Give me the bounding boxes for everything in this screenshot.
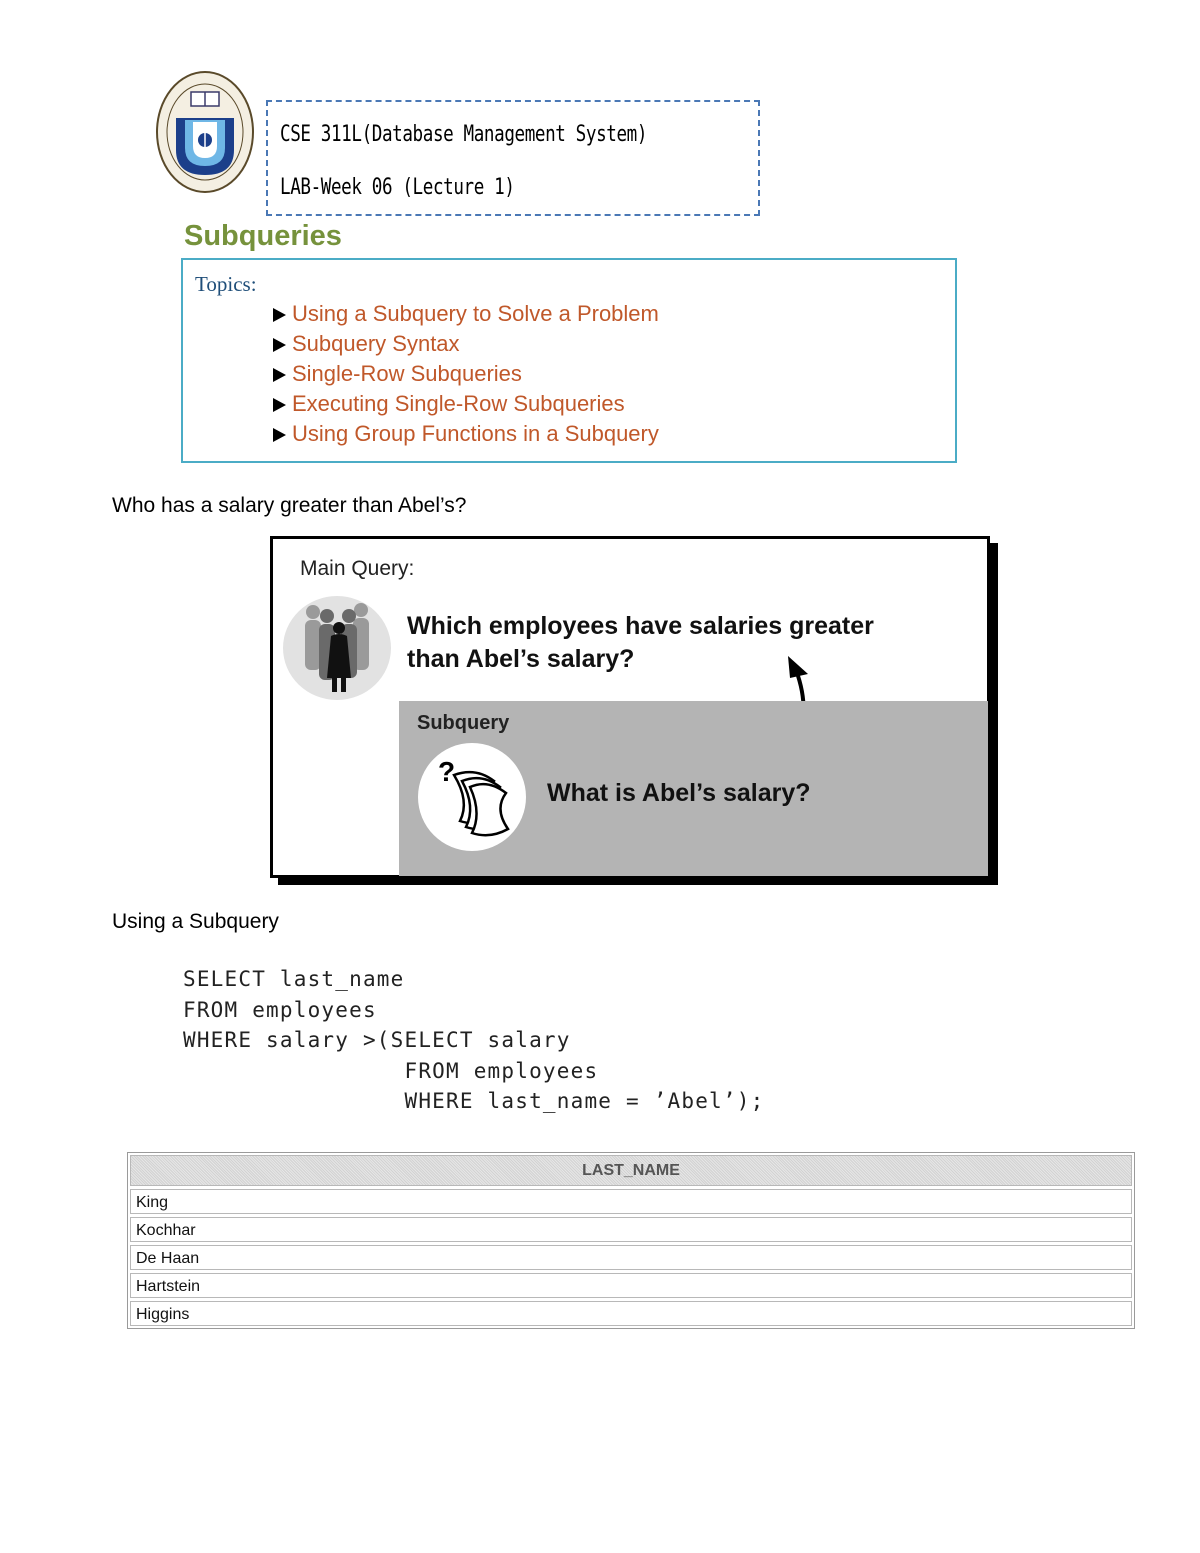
table-row: De Haan bbox=[130, 1245, 1132, 1270]
code-line: FROM employees bbox=[183, 1058, 599, 1083]
subquery-diagram bbox=[270, 536, 990, 878]
triangle-bullet-icon bbox=[273, 428, 286, 442]
table-row: Kochhar bbox=[130, 1217, 1132, 1242]
code-line: SELECT last_name bbox=[183, 967, 405, 991]
svg-text:?: ? bbox=[438, 756, 456, 787]
column-header: LAST_NAME bbox=[130, 1155, 1132, 1186]
topic-item: Single-Row Subqueries bbox=[273, 360, 659, 390]
money-question-icon bbox=[416, 741, 528, 853]
topics-box bbox=[181, 258, 957, 463]
table-row: Higgins bbox=[130, 1301, 1132, 1326]
triangle-bullet-icon bbox=[273, 308, 286, 322]
code-heading: Using a Subquery bbox=[112, 910, 279, 933]
code-line: FROM employees bbox=[183, 997, 377, 1022]
triangle-bullet-icon bbox=[273, 368, 286, 382]
sql-code-block bbox=[183, 964, 764, 1117]
course-title: CSE 311L(Database Management System) bbox=[280, 122, 648, 147]
topics-list bbox=[273, 300, 659, 450]
topics-heading: Topics: bbox=[195, 272, 257, 296]
result-table bbox=[127, 1152, 1135, 1329]
main-query-label: Main Query: bbox=[300, 557, 415, 580]
subquery-label: Subquery bbox=[417, 712, 510, 734]
triangle-bullet-icon bbox=[273, 398, 286, 412]
sub-question: What is Abel’s salary? bbox=[547, 779, 811, 807]
topic-item: Using a Subquery to Solve a Problem bbox=[273, 300, 659, 330]
topic-item: Using Group Functions in a Subquery bbox=[273, 420, 659, 450]
table-row: Hartstein bbox=[130, 1273, 1132, 1298]
lab-title: LAB-Week 06 (Lecture 1) bbox=[280, 175, 515, 200]
topic-item: Executing Single-Row Subqueries bbox=[273, 390, 659, 420]
section-title: Subqueries bbox=[184, 220, 342, 252]
people-icon bbox=[281, 594, 393, 702]
table-row: King bbox=[130, 1189, 1132, 1214]
main-question: Which employees have salaries greater than Abel’s salary? bbox=[407, 612, 874, 673]
code-line: WHERE salary >(SELECT salary bbox=[183, 1028, 571, 1052]
university-seal-logo bbox=[155, 70, 255, 194]
triangle-bullet-icon bbox=[273, 338, 286, 352]
subquery-panel bbox=[399, 701, 988, 876]
question-heading: Who has a salary greater than Abel’s? bbox=[112, 494, 467, 517]
course-title-box bbox=[266, 100, 760, 216]
topic-item: Subquery Syntax bbox=[273, 330, 659, 360]
code-line: WHERE last_name = ’Abel’); bbox=[183, 1089, 765, 1113]
